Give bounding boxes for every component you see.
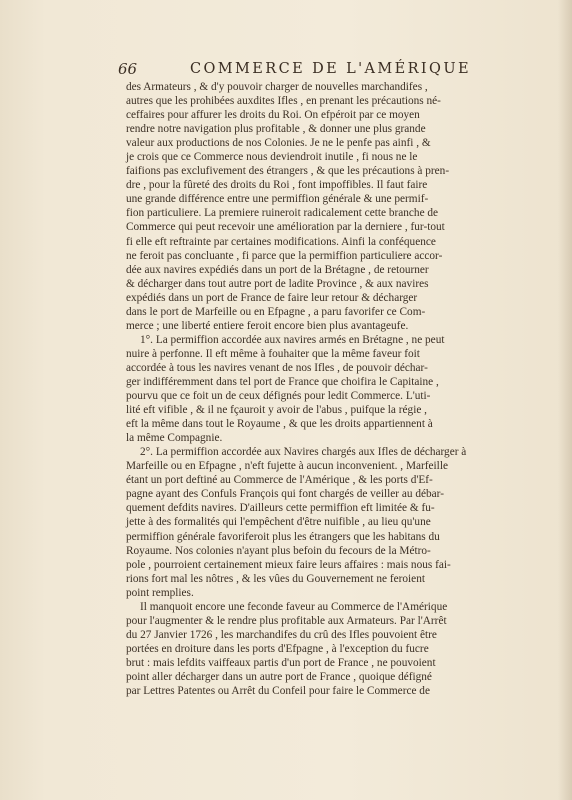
text-line: point aller décharger dans un autre port de France , quoique défigné (126, 670, 432, 683)
page-number: 66 (118, 60, 138, 78)
text-line: fion particuliere. La premiere ruineroit radicalement cette branche de (126, 207, 439, 220)
text-line: étant un port deftiné au Commerce de l'Amérique , & les ports d'Ef- (126, 474, 433, 487)
text-line: pole , pourroient certainement mieux faire leurs affaires : mais nous fai- (126, 558, 451, 571)
text-line: Commerce qui peut recevoir une amélioration par la derniere , fur-tout (126, 221, 445, 234)
text-line: rendre notre navigation plus profitable , & donner une plus grande (126, 123, 426, 136)
text-line: ne feroit pas concluante , fi parce que la permiffion particuliere accor- (126, 249, 443, 262)
text-line: eft la même dans tout le Royaume , & que les droits appartiennent à (126, 418, 433, 431)
text-line: 1°. La permiffion accordée aux navires armés en Brétagne , ne peut (140, 333, 445, 346)
text-line: la même Compagnie. (126, 432, 223, 445)
text-line: Marfeille ou en Efpagne , n'eft fujette à aucun inconvenient. , Marfeille (126, 460, 448, 473)
text-line: portées en droiture dans les ports d'Efpagne , à l'exception du fucre (126, 642, 429, 655)
page-header (118, 58, 488, 82)
text-line: nuire à perfonne. Il eft même à fouhaiter que la même faveur foit (126, 347, 420, 360)
text-line: une grande différence entre une permiffion générale & une permif- (126, 193, 429, 206)
text-line: lité eft vifible , & il ne fçauroit y avoir de l'abus , puifque la régie , (126, 404, 427, 417)
text-line: autres que les prohibées auxdites Ifles , en prenant les précautions né- (126, 95, 441, 108)
text-line: faifions pas exclufivement des étrangers , & que les précautions à pren- (126, 165, 450, 178)
text-line: brut : mais lefdits vaiffeaux partis d'un port de France , ne pouvoient (126, 656, 436, 669)
text-line: pagne ayant des Confuls François qui font chargés de veiller au débar- (126, 488, 444, 501)
running-head: COMMERCE DE L'AMÉRIQUE (190, 61, 471, 77)
text-line: pourvu que ce foit un de ceux défignés pour ledit Commerce. L'uti- (126, 390, 431, 403)
text-line: ger indifféremment dans tel port de France que choifira le Capitaine , (126, 375, 439, 388)
text-line: permiffion générale favoriferoit plus les étrangers que les habitans du (126, 530, 440, 543)
text-line: jette à des formalités qui l'empêchent d'être nuifible , au lieu qu'une (126, 516, 431, 529)
text-line: valeur aux productions de nos Colonies. Je ne le penfe pas ainfi , & (126, 137, 431, 150)
text-line: fi elle eft reftrainte par certaines modifications. Ainfi la conféquence (126, 235, 436, 248)
text-line: 2°. La permiffion accordée aux Navires chargés aux Ifles de décharger à (140, 446, 467, 459)
text-line: dre , pour la fûreté des droits du Roi , font impoffibles. Il faut faire (126, 179, 428, 192)
text-line: dans le port de Marfeille ou en Efpagne , a paru favorifer ce Com- (126, 305, 426, 318)
text-line: ceffaires pour affurer les droits du Roi. On efpéroit par ce moyen (126, 109, 420, 122)
text-line: dée aux navires expédiés dans un port de la Brétagne , de retourner (126, 263, 429, 276)
text-line: quement defdits navires. D'ailleurs cette permiffion eft limitée & fu- (126, 502, 435, 515)
page-edge-shadow (558, 0, 572, 800)
text-line: pour l'augmenter & le rendre plus profitable aux Armateurs. Par l'Arrêt (126, 614, 447, 627)
text-line: Il manquoit encore une feconde faveur au Commerce de l'Amérique (140, 600, 448, 613)
text-line: du 27 Janvier 1726 , les marchandifes du crû des Ifles pouvoient être (126, 628, 437, 641)
text-line: rions fort mal les nôtres , & les vûes du Gouvernement ne feroient (126, 572, 425, 585)
text-line: expédiés dans un port de France de faire leur retour & décharger (126, 291, 418, 304)
text-line: Royaume. Nos colonies n'ayant plus befoin du fecours de la Métro- (126, 544, 431, 557)
body-text (126, 80, 486, 698)
text-line: accordée à tous les navires venant de nos Ifles , de pouvoir déchar- (126, 361, 428, 374)
text-line: & décharger dans tout autre port de ladite Province , & aux navires (126, 277, 429, 290)
text-line: je crois que ce Commerce nous deviendroit inutile , fi nous ne le (126, 151, 418, 164)
text-line: des Armateurs , & d'y pouvoir charger de nouvelles marchandifes , (126, 81, 428, 93)
text-line: par Lettres Patentes ou Arrêt du Confeil pour faire le Commerce de (126, 685, 430, 698)
text-line: point remplies. (126, 586, 194, 599)
text-line: merce ; une liberté entiere feroit encore bien plus avantageufe. (126, 319, 409, 332)
